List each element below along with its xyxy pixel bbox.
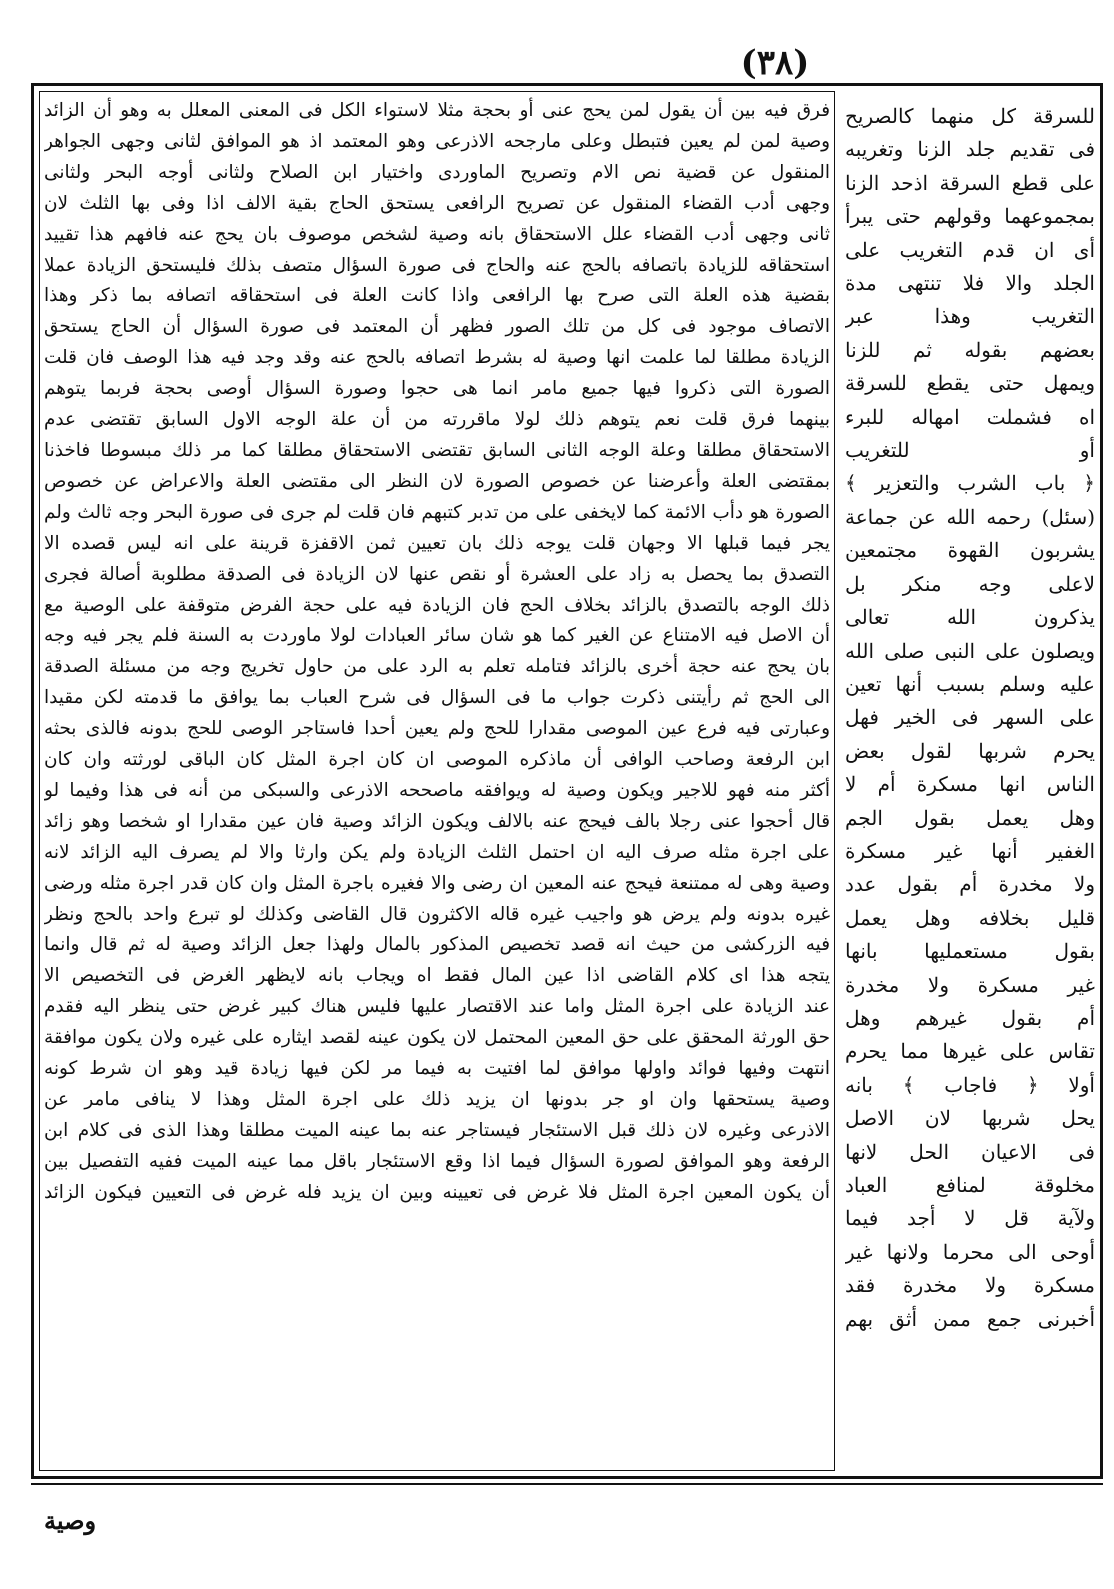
main-text-line: يجر فيما قبلها الا وجهان قلت يوجه ذلك بان تعيين ثمن الاقفزة قرينة على انه ليس قصده الا	[44, 532, 830, 554]
margin-text-line: أوحى الى محرما ولانها غير	[845, 1239, 1095, 1264]
main-text-line: الزيادة مطلقا لما علمت انها وصية له بشرط اتصافه بالحج عنه وقد وجد فيه هذا الوصف فان قلت	[44, 347, 830, 369]
margin-text-line: بعضهم بقوله ثم للزنا	[845, 337, 1095, 362]
margin-text-line: ويمهل حتى يقطع للسرقة	[845, 371, 1095, 396]
margin-text-line: على قطع السرقة اذحد الزنا	[845, 170, 1095, 195]
main-text-line: الرفعة وهو الموافق لصورة السؤال فيما اذا وقع الاستئجار باقل مما عينه الميت ففيه التفصيل بين	[44, 1150, 830, 1172]
main-text-line: ذلك الوجه بالتصدق بالزائد بخلاف الحج فان الزيادة فيه على حجة الفرض متوقفة على الوصية مع	[44, 594, 830, 616]
main-text-line: فرق فيه بين أن يقول لمن يحج عنى أو بحجة مثلا لاستواء الكل فى المعنى المعلل به وهو أن الزائد	[44, 100, 830, 121]
main-text-line: التصدق بما يحصل به زاد على العشرة أو نقص عنها لان الزيادة فى الصدقة مطلوبة أصالة فجرى	[44, 563, 830, 585]
margin-text-line: فى تقديم جلد الزنا وتغريبه	[845, 137, 1095, 162]
margin-text-line: يحرم شربها لقول بعض	[845, 738, 1095, 763]
main-text-line: الصورة التى ذكروا فيها جميع مامر انما هى حجوا وصورة السؤال أوصى بحجة فربما يتوهم	[44, 378, 830, 400]
main-text-line: المنقول عن قضية نص الام وتصريح الماوردى واختيار ابن الصلاح ولثانى أوجه البحر ولثانى	[44, 161, 830, 183]
margin-text-line: (سئل) رحمه الله عن جماعة	[845, 504, 1095, 529]
margin-text-line: ويصلون على النبى صلى الله	[845, 638, 1095, 663]
main-text-line: ثانى وجهى أدب القضاء علل الاستحقاق بانه وصية لشخص موصوف بان يحج عنه فافهم هذا تقييد	[44, 223, 830, 245]
margin-text-line: يحل شربها لان الاصل	[845, 1106, 1095, 1131]
main-text-line: الاستحقاق مطلقا وعلة الوجه الثانى السابق تقتضى الاستحقاق مطلقا كما مر ذلك مبسوطا فاخذنا	[44, 439, 830, 461]
main-text-line: الى الحج ثم رأيتنى ذكرت جواب ما فى السؤال فى شرح العباب بما يوافق ما قدمته لكن مقيدا	[44, 687, 830, 709]
margin-text-line: بقول مستعمليها بانها	[845, 939, 1095, 964]
margin-text-line: مسكرة ولا مخدرة فقد	[845, 1273, 1095, 1298]
margin-text-line: قليل بخلافه وهل يعمل	[845, 905, 1095, 930]
margin-text-line: مخلوقة لمنافع العباد	[845, 1173, 1095, 1197]
margin-text-line: يشربون القهوة مجتمعين	[845, 538, 1095, 563]
margin-text-line: للسرقة كل منهما كالصريح	[845, 104, 1095, 128]
main-text-line: يتجه هذا اى كلام القاضى اذا عين المال فقط اه ويجاب بانه لايظهر الغرض فى التخصيص الا	[44, 965, 830, 987]
margin-text-line: اه فشملت امهاله للبرء	[845, 404, 1095, 429]
catchword: وصية	[44, 1506, 97, 1535]
margin-text-line: تقاس على غيرها مما يحرم	[845, 1039, 1095, 1064]
main-text-line: حق الورثة المحقق على حق المعين المحتمل لان يكون عينه لقصد ايثاره على غيره ولان يكون موافقة	[44, 1027, 830, 1049]
main-text-line: عند الزيادة على اجرة المثل واما عند الاقتصار عليها فليس هناك كبير غرض حتى ينظر اليه فقدم	[44, 996, 830, 1018]
margin-text-line: ﴿ باب الشرب والتعزير ﴾	[845, 471, 1095, 496]
main-text-line: الاذرعى وغيره لان ذلك قبل الاستئجار فيستاجر عنه بما عينه الميت مطلقا وهذا الذى فى كلام ابن	[44, 1119, 830, 1141]
margin-text-line: أم بقول غيرهم وهل	[845, 1005, 1095, 1030]
margin-text-line: أى ان قدم التغريب على	[845, 237, 1095, 262]
main-text-line: وصية وهى له ممتنعة فيحج عنه المعين ان رضى والا فغيره باجرة المثل وان كان قدر اجرة مثله ورضى	[44, 872, 830, 894]
main-text-line: ابن الرفعة وصاحب الوافى أن ماذكره الموصى ان كان اجرة المثل كان الباقى لورثته وان كان	[44, 749, 830, 771]
margin-text-line: ولا مخدرة أم بقول عدد	[845, 872, 1095, 897]
margin-text-line: أخبرنى جمع ممن أثق بهم	[845, 1306, 1095, 1331]
margin-text-line: الغفير أنها غير مسكرة	[845, 838, 1095, 863]
margin-text-line: الجلد والا فلا تنتهى مدة	[845, 271, 1095, 296]
main-text-line: فيه الزركشى من حيث انه قصد تخصيص المذكور بالمال ولهذا جعل الزائد وصية له ثم قال وانما	[44, 934, 830, 956]
main-text-line: وجهى أدب القضاء المنقول عن تصريح الرافعى يستحق الحاج بقية الالف اذا وفى بها الثلث لان	[44, 192, 830, 214]
main-text-column	[44, 96, 830, 1468]
margin-text-line: أو للتغريب	[845, 438, 1095, 463]
main-text-line: بان يحج عنه حجة أخرى بالزائد فتامله تعلم به الرد على من حاول تخريج وجه من مسئلة الصدقة	[44, 656, 830, 678]
main-text-line: وصية لمن لم يعين فتبطل وعلى مارجحه الاذرعى وهو المعتمد اذ هو الموافق لثانى وجهى الجواهر	[44, 130, 830, 152]
margin-text-line: وهل يعمل بقول الجم	[845, 805, 1095, 830]
main-text-line: على اجرة مثله صرف اليه ان احتمل الثلث الزيادة ولم يكن وارثا والا لم يصرف اليه الزائد لانه	[44, 841, 830, 863]
margin-text-line: بمجموعهما وقولهم حتى يبرأ	[845, 204, 1095, 229]
main-text-line: بقضية هذه العلة التى صرح بها الرافعى واذا كانت العلة فى استحقاقه اتصافه بما ذكر وهذا	[44, 285, 830, 307]
margin-text-line: غير مسكرة ولا مخدرة	[845, 972, 1095, 997]
margin-text-line: ولآية قل لا أجد فيما	[845, 1206, 1095, 1231]
margin-text-line: أولا ﴿ فاجاب ﴾ بانه	[845, 1072, 1095, 1097]
main-text-line: قال أحجوا عنى رجلا بالف فيحج عنه بالالف ويكون الزائد وصية فان عين مقدارا او شخصا وهو زائد	[44, 810, 830, 832]
main-text-line: أن الاصل فيه الامتناع عن الغير كما هو شان سائر العبادات لولا ماوردت به السنة فلم يجر فيه وجه	[44, 625, 830, 647]
margin-text-column	[845, 100, 1095, 1470]
main-text-line: وصية يستحقها وان او جر بدونها ان يزيد ذلك على اجرة المثل وهذا لا ينافى مامر عن	[44, 1089, 830, 1110]
page-number: (٣٨)	[740, 43, 810, 83]
main-text-line: بينهما فرق قلت نعم يتوهم ذلك لولا ماقررته من أن علة الوجه الاول السابق تقتضى عدم	[44, 409, 830, 431]
main-text-line: أن يكون المعين اجرة المثل فلا غرض فى تعيينه وبين ان يزيد فله غرض فى التعيين فيكون الزائد	[44, 1181, 830, 1203]
margin-text-line: فى الاعيان الحل لانها	[845, 1139, 1095, 1164]
main-text-line: انتهت وفيها فوائد واولها موافق لما افتيت به فيما مر لكن فيها زيادة قيد وهو ان شرط كونه	[44, 1058, 830, 1080]
margin-text-line: لاعلى وجه منكر بل	[845, 571, 1095, 596]
margin-text-line: الناس انها مسكرة أم لا	[845, 772, 1095, 797]
main-text-line: استحقاقه للزيادة باتصافه بالحج عنه والحاج فى صورة السؤال متصف بذلك فليستحق الزيادة عملا	[44, 254, 830, 276]
main-text-line: غيره بدونه ولم يرض هو واجيب غيره قاله الاكثرون قال القاضى وكذلك لو تبرع واحد بالحج ونظر	[44, 903, 830, 925]
margin-text-line: على السهر فى الخير فهل	[845, 705, 1095, 730]
main-text-line: أكثر منه فهو للاجير ويكون وصية له ويوافقه ماصححه الاذرعى والسبكى من أنه فى هذا وفيما لو	[44, 779, 830, 801]
main-text-line: بمقتضى العلة وأعرضنا عن خصوص الصورة لان النظر الى مقتضى العلة والاعراض عن خصوص	[44, 470, 830, 492]
main-text-line: الاتصاف موجود فى كل من تلك الصور فظهر أن المعتمد فى صورة السؤال أن الحاج يستحق	[44, 316, 830, 338]
main-text-line: الصورة هو دأب الائمة كما لايخفى على من تدبر كتبهم فان قلت لم جرى فى صورة البحر وجه ثالث ولم	[44, 501, 830, 523]
margin-text-line: التغريب وهذا عبر	[845, 304, 1095, 329]
margin-text-line: يذكرون الله تعالى	[845, 605, 1095, 630]
margin-text-line: عليه وسلم بسبب أنها تعين	[845, 671, 1095, 696]
main-text-line: وعبارتى فيه فرع عين الموصى مقدارا للحج ولم يعين أحدا فاستاجر الوصى للحج بدونه فالذى بحثه	[44, 718, 830, 740]
bottom-rule	[31, 1483, 1103, 1485]
